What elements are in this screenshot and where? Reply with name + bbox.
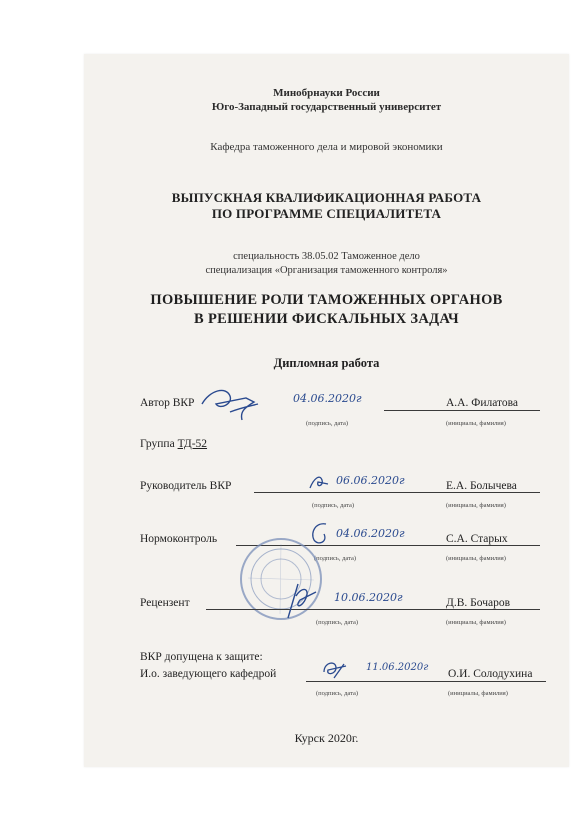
norm-control-sign-caption: (подпись, дата): [314, 555, 357, 562]
author-name: А.А. Филатова: [446, 397, 519, 409]
norm-control-label: Нормоконтроль: [140, 533, 218, 545]
author-signature: [196, 382, 286, 432]
reviewer-signature: [280, 578, 330, 624]
head-of-department-sign-date: 11.06.2020г: [366, 662, 429, 673]
supervisor-name: Е.А. Болычева: [446, 480, 517, 492]
diploma-label: Дипломная работа: [273, 356, 380, 370]
university-name: Юго-Западный государственный университет: [211, 101, 442, 113]
reviewer-sign-date: 10.06.2020г: [334, 591, 403, 604]
author-label: Автор ВКР: [140, 397, 195, 409]
head-of-department-name: О.И. Солодухина: [448, 668, 533, 680]
norm-control-sign-date: 04.06.2020г: [336, 527, 405, 540]
supervisor-name-caption: (инициалы, фамилия): [446, 502, 506, 509]
supervisor-sign-caption: (подпись, дата): [312, 502, 355, 509]
department-name: Кафедра таможенного дела и мировой экономики: [210, 141, 443, 153]
author-sign-caption: (подпись, дата): [306, 420, 349, 427]
supervisor-line: [254, 492, 540, 493]
norm-control-name: С.А. Старых: [446, 533, 508, 545]
head-of-department-sign-caption: (подпись, дата): [316, 690, 359, 697]
reviewer-label: Рецензент: [140, 597, 190, 609]
author-sign-date: 04.06.2020г: [293, 392, 362, 405]
supervisor-signature: [306, 470, 336, 494]
head-of-department-label: И.о. заведующего кафедрой: [140, 668, 277, 680]
supervisor-label: Руководитель ВКР: [140, 480, 232, 492]
group-label: Группа: [140, 438, 175, 450]
thesis-topic-line2: В РЕШЕНИИ ФИСКАЛЬНЫХ ЗАДАЧ: [194, 311, 459, 327]
speciality-line: специальность 38.05.02 Таможенное дело: [233, 251, 420, 262]
head-of-department-signature: [318, 654, 352, 684]
reviewer-line: [206, 609, 540, 610]
work-type-line1: ВЫПУСКНАЯ КВАЛИФИКАЦИОННАЯ РАБОТА: [171, 190, 482, 205]
author-name-caption: (инициалы, фамилия): [446, 420, 506, 427]
reviewer-name: Д.В. Бочаров: [446, 597, 511, 609]
reviewer-name-caption: (инициалы, фамилия): [446, 619, 506, 626]
norm-control-name-caption: (инициалы, фамилия): [446, 555, 506, 562]
specialization-line: специализация «Организация таможенного контроля»: [205, 265, 448, 276]
author-name-line: [384, 410, 540, 411]
work-type-line2: ПО ПРОГРАММЕ СПЕЦИАЛИТЕТА: [211, 206, 442, 221]
admission-label: ВКР допущена к защите:: [140, 651, 263, 663]
thesis-topic-line1: ПОВЫШЕНИЕ РОЛИ ТАМОЖЕННЫХ ОРГАНОВ: [150, 292, 503, 308]
group-value: ТД-52: [177, 438, 208, 450]
group-field: [140, 438, 207, 450]
head-of-department-name-caption: (инициалы, фамилия): [448, 690, 508, 697]
reviewer-sign-caption: (подпись, дата): [316, 619, 359, 626]
supervisor-sign-date: 06.06.2020г: [336, 474, 405, 487]
ministry-name: Минобрнауки России: [273, 87, 380, 99]
place-year: Курск 2020г.: [294, 731, 359, 745]
